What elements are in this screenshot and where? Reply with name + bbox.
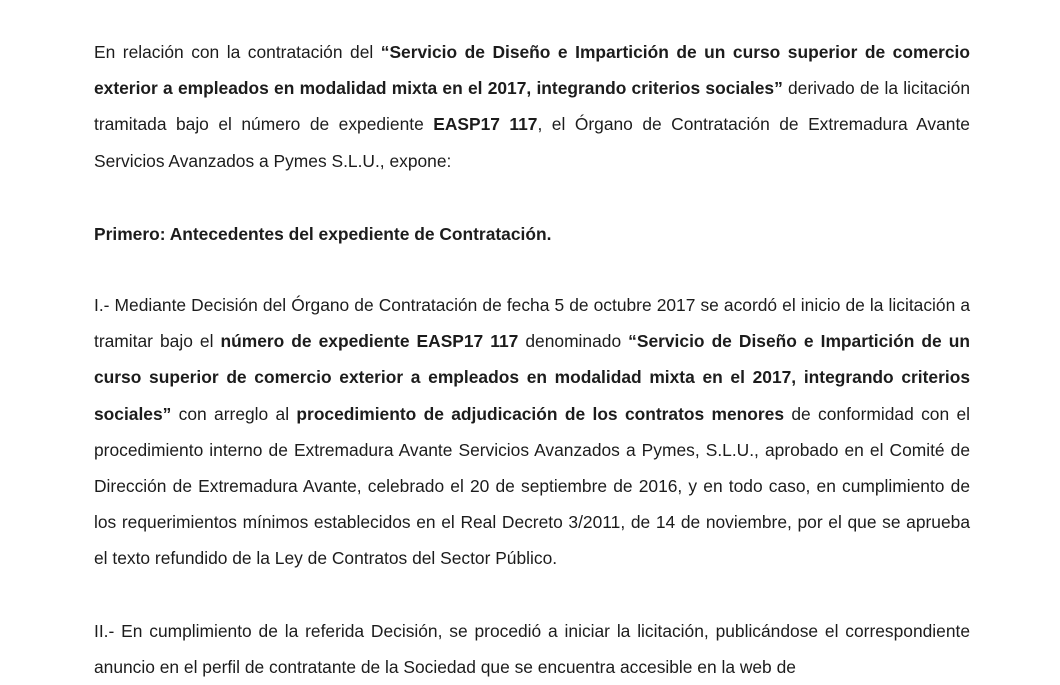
text-run: I.- Mediante Decisión del Órgano de Contratación de fecha 5 de octubre 2017 se acordó el inicio de la licitación a tramitar bajo el bbox=[94, 295, 970, 352]
paragraph-decision bbox=[94, 287, 970, 577]
text-run: con arreglo al bbox=[171, 403, 297, 424]
paragraph-relacion bbox=[94, 34, 970, 179]
heading-text: Primero: Antecedentes del expediente de Contratación. bbox=[94, 224, 552, 244]
text-run: de conformidad con el procedimiento interno de Extremadura Avante Servicios Avanzados a Pymes, S.L.U., aprobado en el Comité de Dirección de Extremadura Avante, celebrado el 20 de septiembre de 2016, y en todo caso, en cumplimiento de los requerimientos mínimos establecidos en el Real Decreto 3/2011, de 14 de noviembre, por el que se aprueba el texto refundido de la Ley de Contratos del Sector Público. bbox=[94, 403, 970, 569]
paragraph-cumplimiento bbox=[94, 613, 970, 685]
text-run: En relación con la contratación del bbox=[94, 42, 381, 62]
service-title-bold: “Servicio de Diseño e Impartición de un curso superior de comercio exterior a empleados en modalidad mixta en el 2017, integrando criterios sociales” bbox=[94, 331, 970, 424]
service-title-bold: “Servicio de Diseño e Impartición de un curso superior de comercio exterior a empleados en modalidad mixta en el 2017, integrando criterios sociales” bbox=[94, 42, 971, 99]
expediente-number-bold: número de expediente EASP17 117 bbox=[220, 331, 519, 352]
heading-primero bbox=[94, 216, 970, 252]
text-run: derivado de la licitación tramitada bajo el número de expediente bbox=[94, 78, 970, 135]
text-run: , el Órgano de Contratación de Extremadura Avante Servicios Avanzados a Pymes S.L.U., expone: bbox=[94, 114, 970, 171]
procedure-bold: procedimiento de adjudicación de los contratos menores bbox=[296, 403, 785, 424]
text-run: denominado bbox=[518, 331, 629, 352]
text-run: II.- En cumplimiento de la referida Decisión, se procedió a iniciar la licitación, publicándose el correspondiente anuncio en el perfil de contratante de la Sociedad que se encuentra accesible en la web de bbox=[94, 621, 970, 678]
expediente-number-bold: EASP17 117 bbox=[433, 114, 538, 135]
